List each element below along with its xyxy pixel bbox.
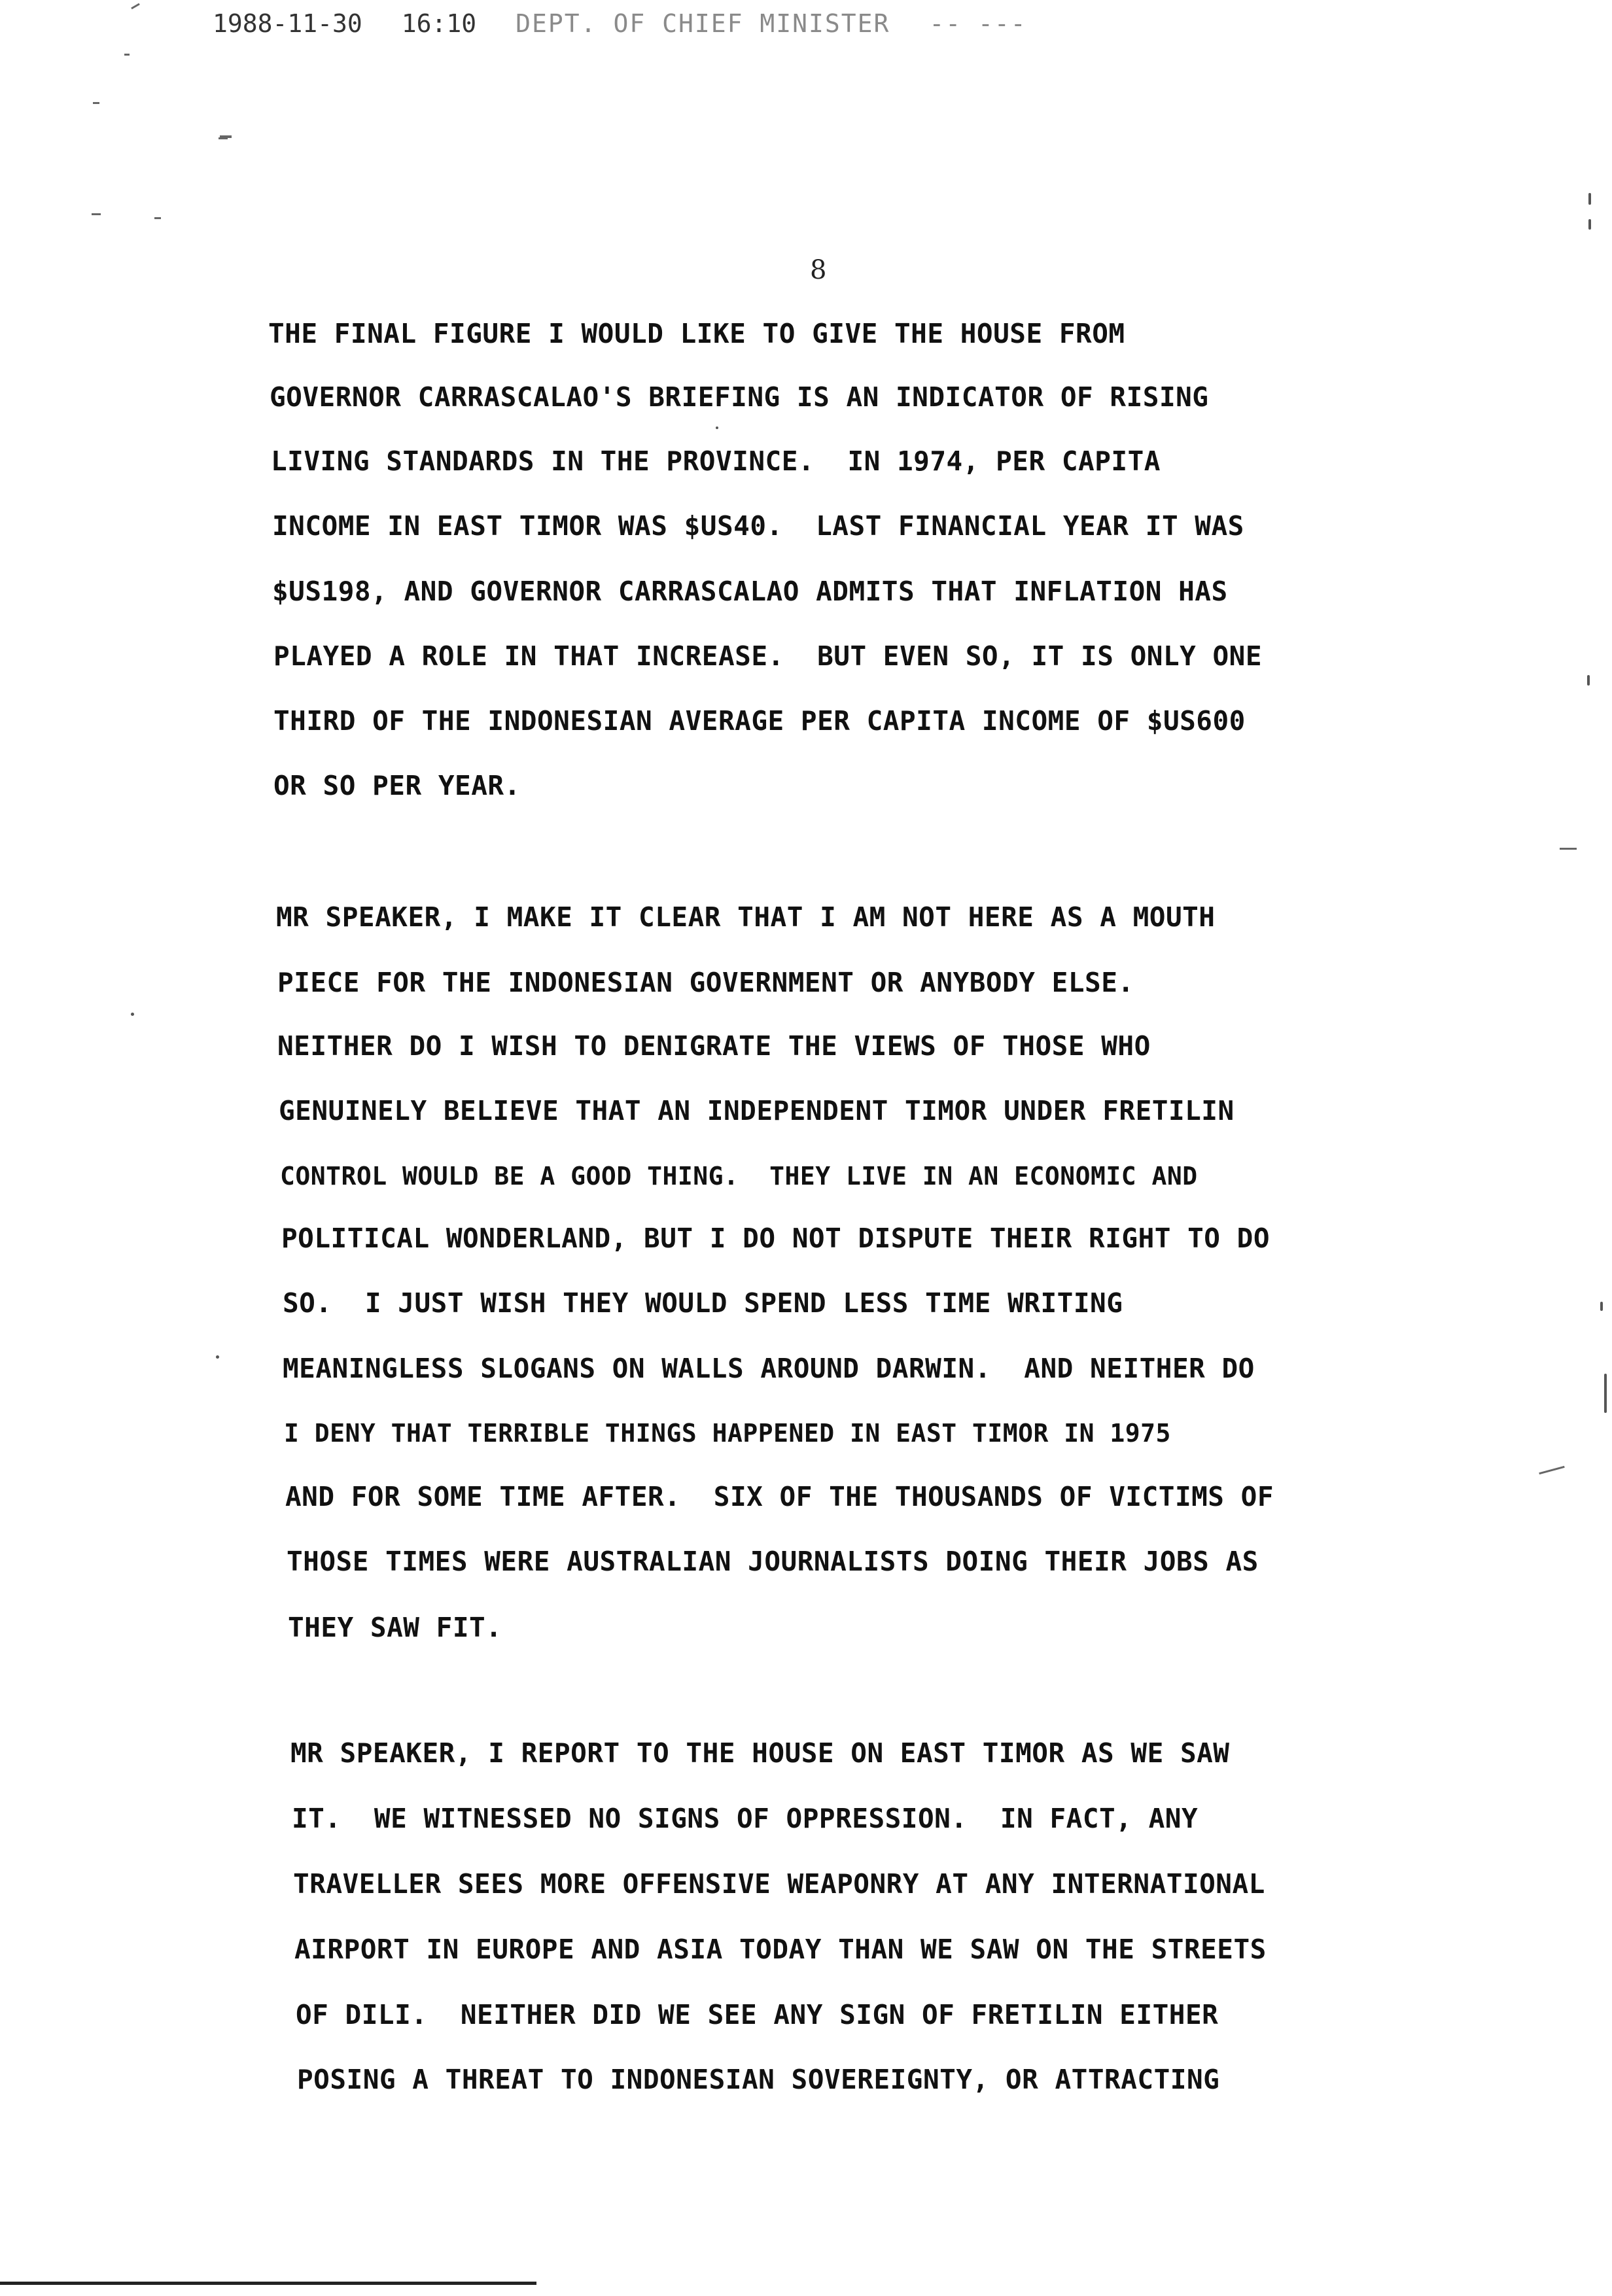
text-line: INCOME IN EAST TIMOR WAS $US40. LAST FINANCIAL YEAR IT WAS [272, 510, 1244, 542]
scan-artifact [92, 213, 101, 215]
text-line: PLAYED A ROLE IN THAT INCREASE. BUT EVEN SO, IT IS ONLY ONE [273, 640, 1263, 672]
text-line: MR SPEAKER, I MAKE IT CLEAR THAT I AM NOT HERE AS A MOUTH [276, 901, 1216, 933]
text-line: CONTROL WOULD BE A GOOD THING. THEY LIVE IN AN ECONOMIC AND [280, 1162, 1198, 1191]
scan-artifact [1600, 1302, 1603, 1311]
text-line: OF DILI. NEITHER DID WE SEE ANY SIGN OF FRETILIN EITHER [296, 1999, 1219, 2030]
fax-sender: DEPT. OF CHIEF MINISTER [516, 9, 890, 38]
text-line: GENUINELY BELIEVE THAT AN INDEPENDENT TIMOR UNDER FRETILIN [279, 1095, 1235, 1126]
scan-artifact [1539, 1466, 1564, 1474]
scan-artifact [220, 135, 232, 138]
text-line: GOVERNOR CARRASCALAO'S BRIEFING IS AN INDICATOR OF RISING [270, 381, 1209, 413]
page-number: 8 [810, 255, 827, 285]
text-line: PIECE FOR THE INDONESIAN GOVERNMENT OR ANYBODY ELSE. [277, 967, 1134, 998]
text-line: $US198, AND GOVERNOR CARRASCALAO ADMITS THAT INFLATION HAS [272, 576, 1228, 607]
text-line: MR SPEAKER, I REPORT TO THE HOUSE ON EAST TIMOR AS WE SAW [290, 1737, 1230, 1769]
text-line: LIVING STANDARDS IN THE PROVINCE. IN 1974, PER CAPITA [271, 445, 1161, 477]
scan-artifact [1588, 193, 1591, 205]
scan-artifact [216, 1355, 219, 1359]
scan-artifact [1560, 848, 1577, 850]
scan-artifact [154, 217, 161, 219]
scan-artifact [716, 426, 718, 429]
text-line: AND FOR SOME TIME AFTER. SIX OF THE THOUSANDS OF VICTIMS OF [285, 1481, 1274, 1512]
text-line: THEY SAW FIT. [288, 1612, 502, 1643]
text-line: SO. I JUST WISH THEY WOULD SPEND LESS TIME WRITING [283, 1287, 1123, 1319]
scan-artifact [124, 54, 130, 56]
bottom-rule [0, 2282, 536, 2285]
scan-artifact [1587, 675, 1590, 686]
scan-artifact [131, 1013, 134, 1016]
text-line: THOSE TIMES WERE AUSTRALIAN JOURNALISTS DOING THEIR JOBS AS [287, 1546, 1259, 1577]
text-line: OR SO PER YEAR. [273, 770, 521, 801]
text-line: THIRD OF THE INDONESIAN AVERAGE PER CAPITA INCOME OF $US600 [273, 705, 1246, 737]
scan-artifact [1604, 1374, 1607, 1413]
scan-artifact [131, 3, 140, 10]
text-line: I DENY THAT TERRIBLE THINGS HAPPENED IN EAST TIMOR IN 1975 [284, 1419, 1171, 1448]
text-line: THE FINAL FIGURE I WOULD LIKE TO GIVE THE HOUSE FROM [268, 318, 1125, 349]
fax-trailing: -- --- [929, 9, 1027, 38]
text-line: POLITICAL WONDERLAND, BUT I DO NOT DISPUTE THEIR RIGHT TO DO [281, 1223, 1270, 1254]
fax-time: 16:10 [401, 9, 477, 38]
text-line: MEANINGLESS SLOGANS ON WALLS AROUND DARWIN. AND NEITHER DO [283, 1353, 1255, 1384]
text-line: AIRPORT IN EUROPE AND ASIA TODAY THAN WE SAW ON THE STREETS [294, 1934, 1267, 1965]
text-line: NEITHER DO I WISH TO DENIGRATE THE VIEWS OF THOSE WHO [277, 1030, 1151, 1062]
scan-artifact [93, 102, 99, 104]
fax-date: 1988-11-30 [213, 9, 362, 38]
text-line: TRAVELLER SEES MORE OFFENSIVE WEAPONRY AT ANY INTERNATIONAL [293, 1868, 1265, 1900]
fax-header [213, 9, 1066, 38]
text-line: POSING A THREAT TO INDONESIAN SOVEREIGNTY, OR ATTRACTING [297, 2064, 1220, 2095]
text-line: IT. WE WITNESSED NO SIGNS OF OPPRESSION. IN FACT, ANY [292, 1803, 1199, 1834]
scan-artifact [1588, 219, 1591, 230]
